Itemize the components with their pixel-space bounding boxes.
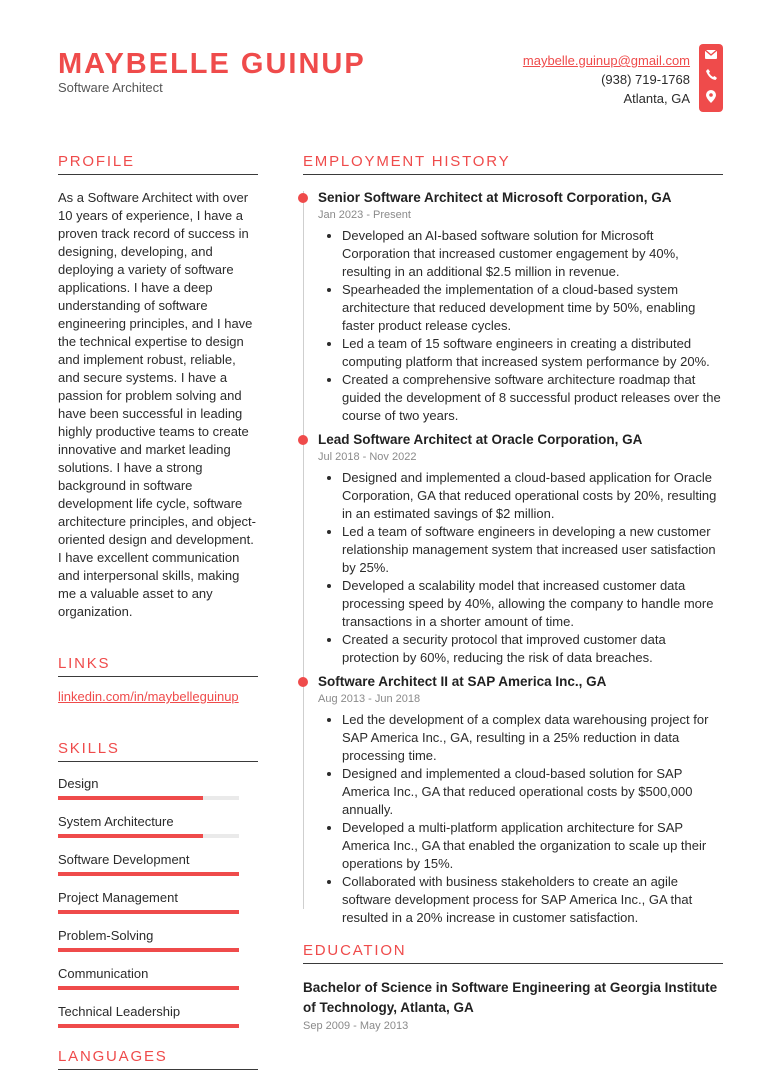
email-link[interactable]: maybelle.guinup@gmail.com — [522, 53, 690, 68]
skill-level-bar — [58, 948, 239, 952]
job-bullet: • Designed and implemented a cloud-based application for Oracle Corporation, GA that reduced operational costs by 20%, resulting in an estimated savings of $2 million. — [342, 469, 723, 523]
skill-level-bar — [58, 986, 239, 990]
location-pin-icon — [706, 90, 716, 106]
timeline-dot-icon — [298, 193, 308, 203]
skill-name: System Architecture — [58, 814, 174, 829]
links-heading: LINKS — [58, 655, 258, 677]
profile-heading: PROFILE — [58, 153, 258, 175]
phone-icon — [706, 69, 717, 83]
skill-level-fill — [58, 872, 239, 876]
location-text: Atlanta, GA — [623, 91, 690, 106]
education-heading: EDUCATION — [303, 942, 723, 964]
linkedin-link[interactable]: linkedin.com/in/maybelleguinup — [58, 689, 239, 704]
job-bullets — [318, 711, 723, 927]
profile-section — [58, 153, 258, 621]
job-bullet: • Created a security protocol that improved customer data protection by 60%, reducing the risk of data breaches. — [342, 631, 723, 667]
candidate-title: Software Architect — [58, 80, 163, 95]
skill-level-bar — [58, 872, 239, 876]
job-bullet: • Led the development of a complex data warehousing project for SAP America Inc., GA, resulting in a 25% reduction in data processing time. — [342, 711, 723, 765]
job-bullet: • Collaborated with business stakeholders to create an agile software development process for SAP America Inc., GA that resulted in a 20% increase in customer satisfaction. — [342, 873, 723, 927]
education-dates: Sep 2009 - May 2013 — [303, 1020, 409, 1032]
skills-heading: SKILLS — [58, 740, 258, 762]
education-title: Bachelor of Science in Software Engineering at Georgia Institute of Technology, Atlanta, GA — [303, 980, 718, 1015]
job-bullet: • Spearheaded the implementation of a cloud-based system architecture that reduced development time by 50%, enabling faster product release cycles. — [342, 281, 723, 335]
skill-level-bar — [58, 796, 239, 800]
skill-level-bar — [58, 1024, 239, 1028]
job-bullet: • Developed a multi-platform application architecture for SAP America Inc., GA that enabled the organization to scale up their operations by 15%. — [342, 819, 723, 873]
skill-level-fill — [58, 796, 203, 800]
skill-level-fill — [58, 834, 203, 838]
job-bullets — [318, 227, 723, 425]
candidate-name: MAYBELLE GUINUP — [58, 48, 366, 80]
skill-name: Problem-Solving — [58, 928, 154, 943]
timeline-dot-icon — [298, 435, 308, 445]
skill-item — [58, 890, 258, 914]
contact-block — [523, 51, 690, 108]
skill-item — [58, 814, 258, 838]
job-entry — [303, 673, 723, 927]
skill-item — [58, 776, 258, 800]
job-bullet: • Led a team of 15 software engineers in creating a distributed computing platform that increased system performance by 20%. — [342, 335, 723, 371]
job-title: Senior Software Architect at Microsoft Corporation, GA — [318, 190, 672, 205]
job-bullet: • Created a comprehensive software architecture roadmap that guided the development of 8 successful product releases over the course of two years. — [342, 371, 723, 425]
skill-name: Design — [58, 776, 99, 791]
profile-text: As a Software Architect with over 10 years of experience, I have a proven track record of success in designing, developing, and deploying a variety of software applications. I have a deep understanding of software engineering principles, and I have the technical expertise to design and implement robust, reliable, and secure systems. I have a passion for problem solving and have been successful in leading highly productive teams to create innovative and market leading solutions. I have a strong background in software development life cycle, software architecture principles, and object-oriented design and development. I have excellent communication and interpersonal skills, making me a valuable asset to any organization. — [58, 190, 256, 619]
skill-level-fill — [58, 910, 239, 914]
skill-item — [58, 1004, 258, 1028]
languages-heading: LANGUAGES — [58, 1048, 258, 1070]
skill-item — [58, 966, 258, 990]
phone-text: (938) 719-1768 — [601, 72, 690, 87]
job-bullets — [318, 469, 723, 667]
contact-icon-bar — [699, 44, 723, 112]
skill-level-fill — [58, 948, 239, 952]
employment-section — [303, 153, 723, 927]
skill-name: Software Development — [58, 852, 190, 867]
skill-level-fill — [58, 986, 239, 990]
job-entry — [303, 431, 723, 667]
job-bullet: • Developed an AI-based software solution for Microsoft Corporation that increased customer engagement by 40%, resulting in an additional $2.5 million in revenue. — [342, 227, 723, 281]
envelope-icon — [705, 50, 717, 62]
job-title: Lead Software Architect at Oracle Corporation, GA — [318, 432, 643, 447]
skill-name: Project Management — [58, 890, 178, 905]
job-dates: Jul 2018 - Nov 2022 — [318, 451, 417, 463]
job-entry — [303, 189, 723, 425]
links-section — [58, 655, 258, 704]
job-title: Software Architect II at SAP America Inc., GA — [318, 674, 607, 689]
skill-level-bar — [58, 834, 239, 838]
skill-name: Technical Leadership — [58, 1004, 181, 1019]
timeline-dot-icon — [298, 677, 308, 687]
skill-level-fill — [58, 1024, 239, 1028]
employment-heading: EMPLOYMENT HISTORY — [303, 153, 723, 175]
job-dates: Jan 2023 - Present — [318, 209, 411, 221]
languages-section — [58, 1048, 258, 1070]
skills-section — [58, 740, 258, 1028]
job-dates: Aug 2013 - Jun 2018 — [318, 693, 421, 705]
skill-item — [58, 928, 258, 952]
job-bullet: • Developed a scalability model that increased customer data processing speed by 40%, allowing the company to handle more transactions in a shorter amount of time. — [342, 577, 723, 631]
skill-name: Communication — [58, 966, 149, 981]
job-bullet: • Designed and implemented a cloud-based solution for SAP America Inc., GA that reduced operational costs by $500,000 annually. — [342, 765, 723, 819]
job-bullet: • Led a team of software engineers in developing a new customer relationship management system that increased user satisfaction by 25%. — [342, 523, 723, 577]
education-section — [303, 942, 723, 1032]
skill-item — [58, 852, 258, 876]
skill-level-bar — [58, 910, 239, 914]
